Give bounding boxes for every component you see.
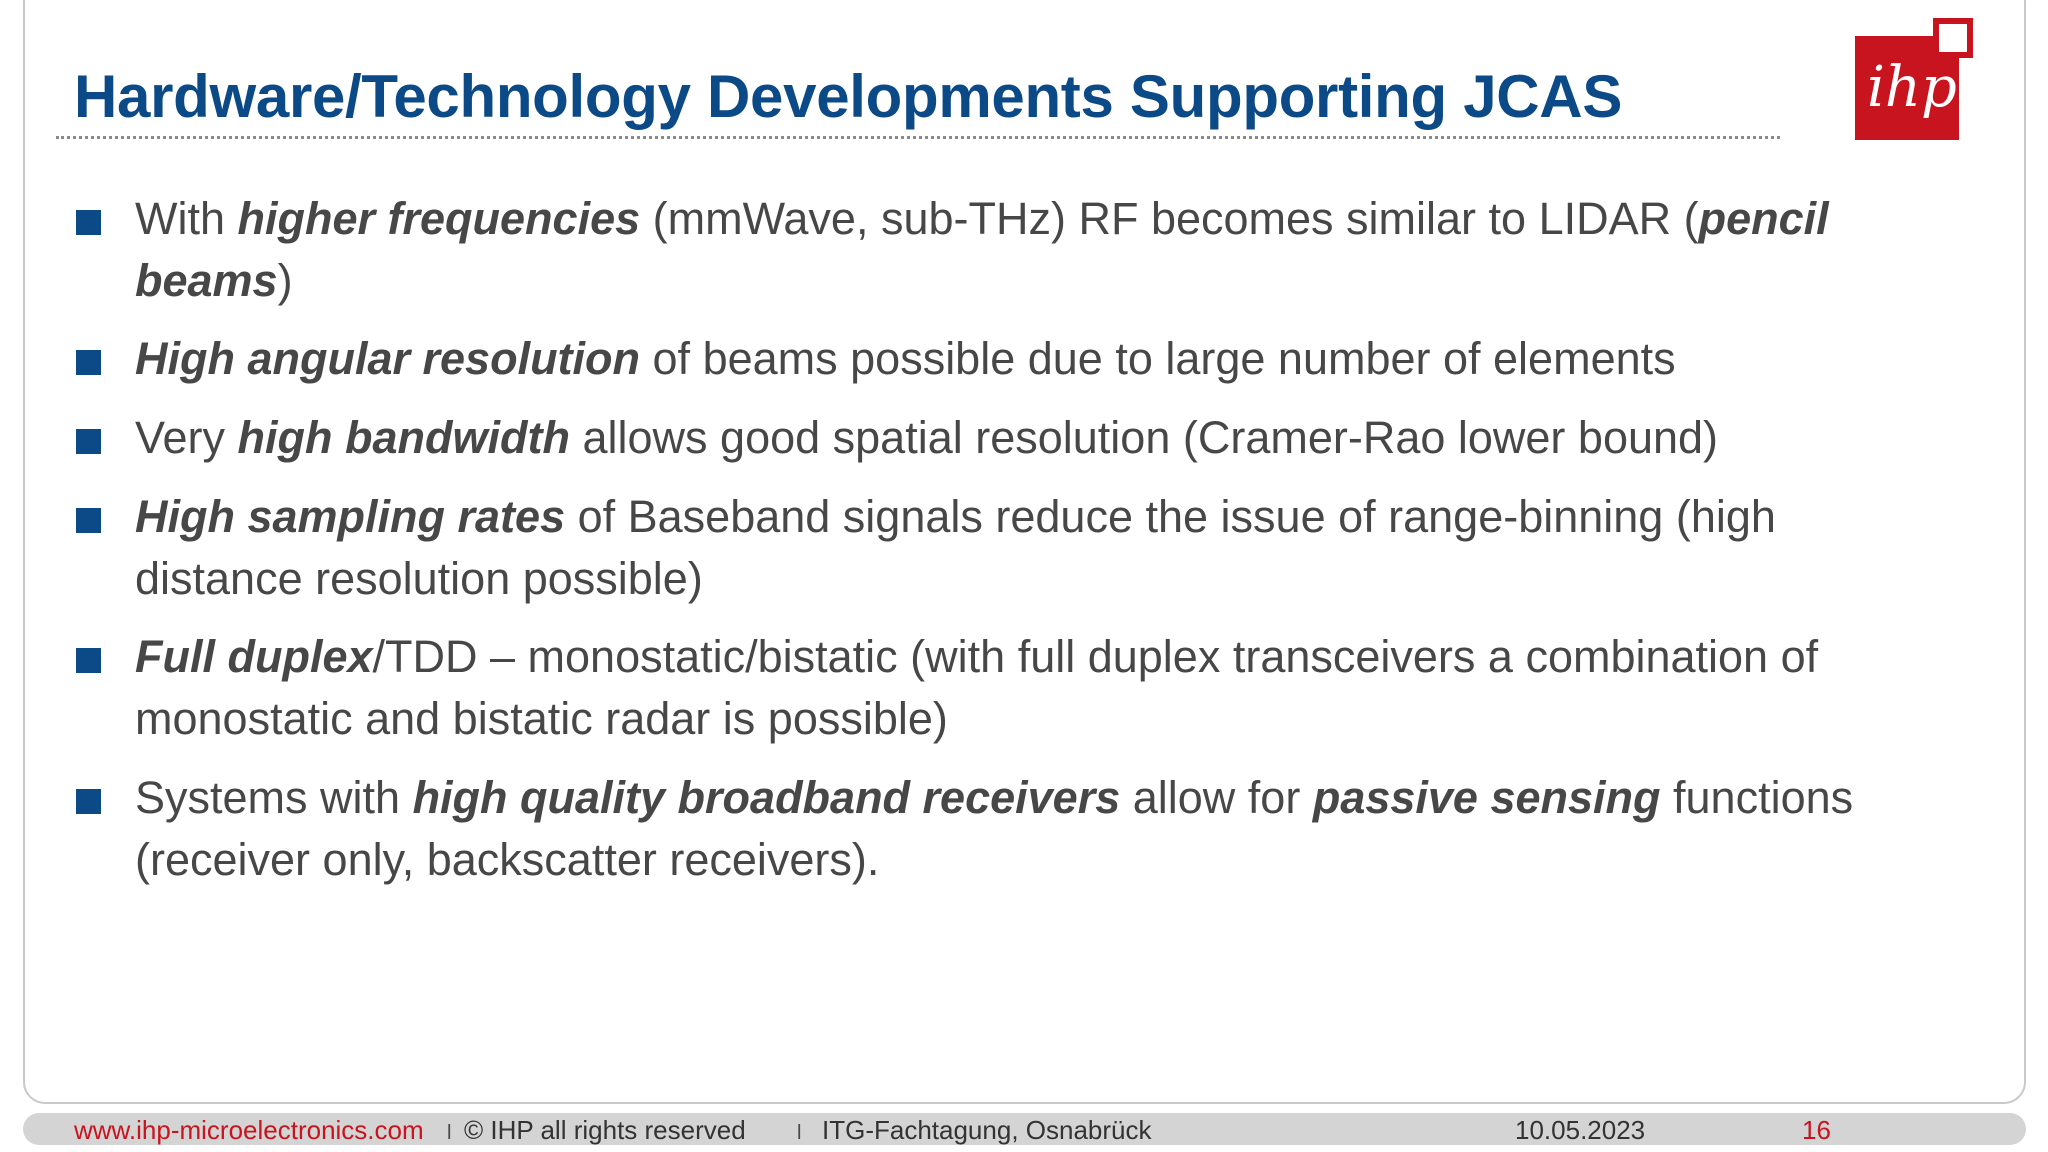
bullet-line: [135, 548, 1995, 610]
body-text: of Baseband signals reduce the issue of range-binning (high: [565, 491, 1776, 542]
body-text: (mmWave, sub-THz) RF becomes similar to LIDAR (: [640, 193, 1699, 244]
footer-date: 10.05.2023: [1515, 1115, 1646, 1145]
footer-event: ITG-Fachtagung, Osnabrück: [822, 1115, 1152, 1145]
footer-separator: l: [797, 1122, 802, 1144]
ihp-logo: [1855, 18, 1977, 144]
bullet-text: [135, 188, 1995, 312]
bullet-line: [135, 486, 1995, 548]
slide-title: Hardware/Technology Developments Supporting JCAS: [74, 63, 1623, 130]
bullet-square-icon: [76, 210, 101, 235]
bullet-line: [135, 626, 1995, 688]
bullet-line: [135, 250, 1995, 312]
page-number: 16: [1802, 1115, 1831, 1145]
emphasis-text: higher frequencies: [237, 193, 641, 244]
emphasis-text: pencil: [1698, 193, 1829, 244]
bullet-square-icon: [76, 789, 101, 814]
emphasis-text: High angular resolution: [135, 333, 641, 384]
emphasis-text: high quality broadband receivers: [412, 772, 1121, 823]
body-text: distance resolution possible): [135, 553, 703, 604]
bullet-line: [135, 767, 1995, 829]
body-text: allows good spatial resolution (Cramer-Rao lower bound): [569, 412, 1719, 463]
body-text: functions: [1660, 772, 1854, 823]
footer-url-link[interactable]: www.ihp-microelectronics.com: [74, 1115, 424, 1145]
bullet-square-icon: [76, 648, 101, 673]
body-text: /TDD – monostatic/bistatic (with full duplex transceivers a combination of: [372, 631, 1819, 682]
bullet-text: [135, 328, 1995, 390]
bullet-square-icon: [76, 350, 101, 375]
bullet-text: [135, 486, 1995, 610]
logo-text: ihp: [1867, 55, 1957, 120]
body-text: With: [135, 193, 238, 244]
body-text: allow for: [1120, 772, 1313, 823]
bullet-line: [135, 407, 1995, 469]
body-text: monostatic and bistatic radar is possible): [135, 693, 948, 744]
emphasis-text: High sampling rates: [135, 491, 566, 542]
body-text: Systems with: [135, 772, 413, 823]
emphasis-text: Full duplex: [135, 631, 373, 682]
body-text: ): [277, 255, 293, 306]
bullet-line: [135, 829, 1995, 891]
body-text: Very: [135, 412, 238, 463]
bullet-line: [135, 188, 1995, 250]
emphasis-text: passive sensing: [1312, 772, 1661, 823]
title-divider: [56, 136, 1780, 139]
bullet-line: [135, 328, 1995, 390]
bullet-line: [135, 688, 1995, 750]
footer-separator: l: [447, 1122, 452, 1144]
body-text: (receiver only, backscatter receivers).: [135, 834, 880, 885]
emphasis-text: high bandwidth: [237, 412, 570, 463]
body-text: of beams possible due to large number of elements: [640, 333, 1676, 384]
bullet-text: [135, 626, 1995, 750]
footer-copyright: © IHP all rights reserved: [464, 1115, 746, 1145]
emphasis-text: beams: [135, 255, 278, 306]
bullet-text: [135, 767, 1995, 891]
bullet-square-icon: [76, 508, 101, 533]
bullet-text: [135, 407, 1995, 469]
bullet-square-icon: [76, 429, 101, 454]
